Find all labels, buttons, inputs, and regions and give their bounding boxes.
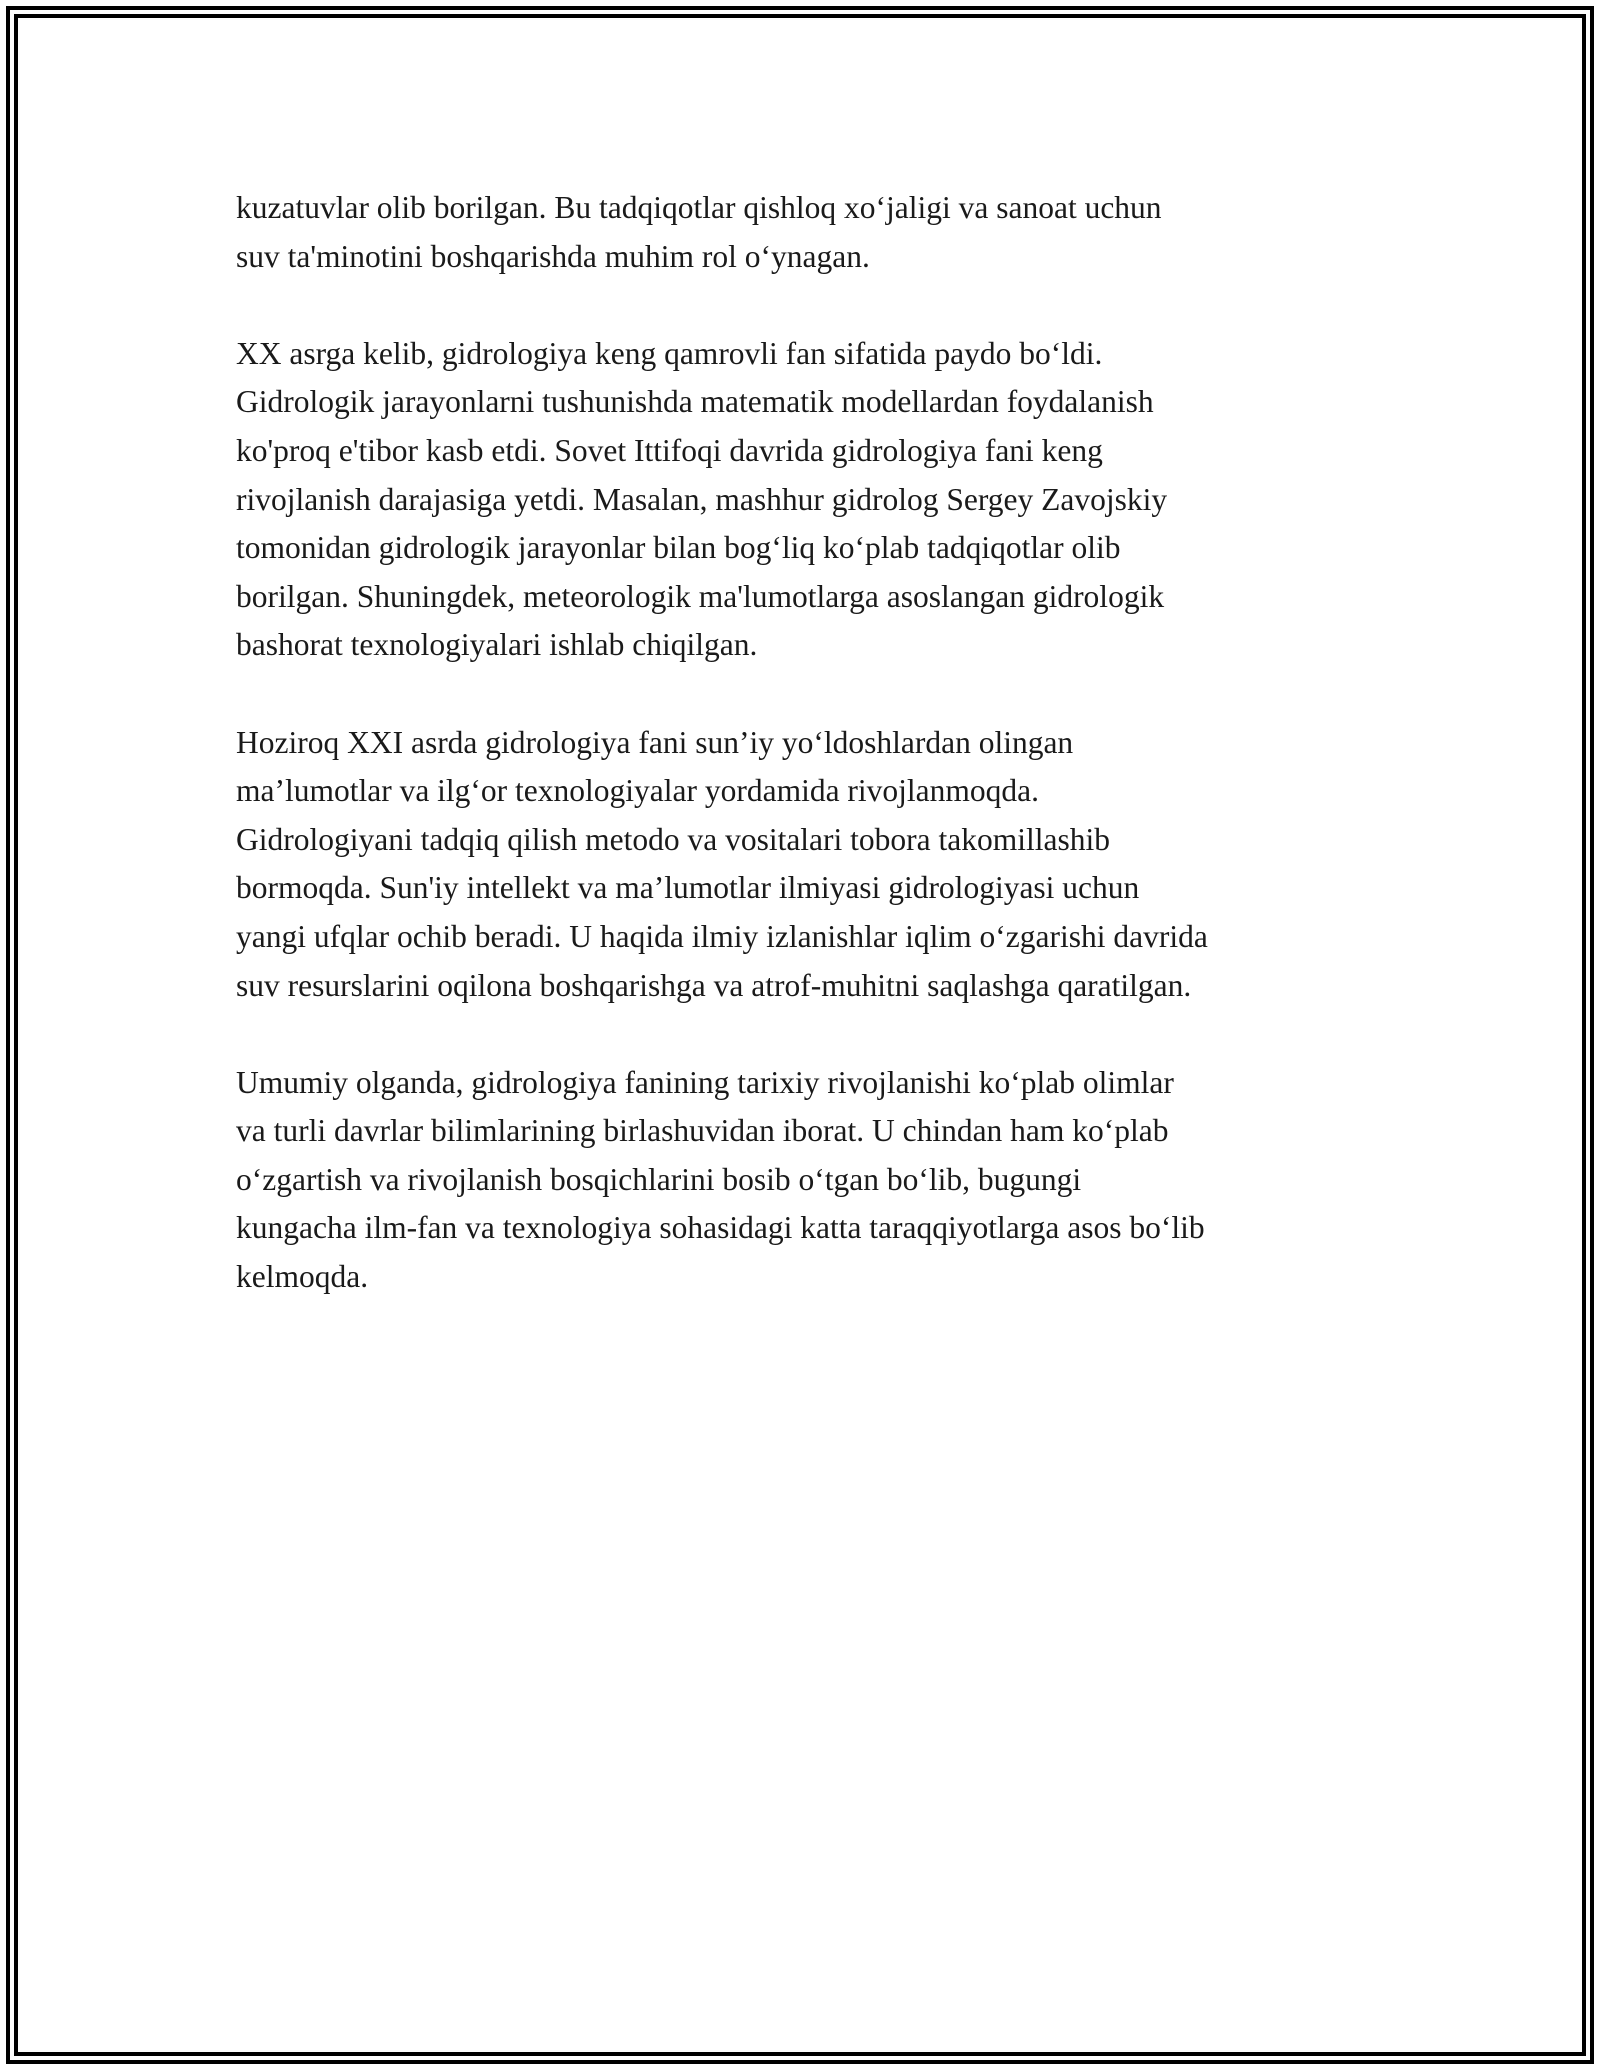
paragraph-2: XX asrga kelib, gidrologiya keng qamrovli fan sifatida paydo bo‘ldi. Gidrologik jarayonlarni tushunishda matematik modellardan foydalanish ko'proq e'tibor kasb etdi. Sovet Ittifoqi davrida gidrologiya fani keng rivojlanish darajasiga yetdi. Masalan, mashhur gidrolog Sergey Zavojskiy tomonidan gidrologik jarayonlar bilan bog‘liq ko‘plab tadqiqotlar olib borilgan. Shuningdek, meteorologik ma'lumotlarga asoslangan gidrologik bashorat texnologiyalari ishlab chiqilgan. <box>236 335 1168 663</box>
document-body <box>236 184 1376 1350</box>
paragraph-4: Umumiy olganda, gidrologiya fanining tarixiy rivojlanishi ko‘plab olimlar va turli davrlar bilimlarining birlashuvidan iborat. U chindan ham ko‘plab o‘zgartish va rivojlanish bosqichlarini bosib o‘tgan bo‘lib, bugungi kungacha ilm-fan va texnologiya sohasidagi katta taraqqiyotlarga asos bo‘lib kelmoqda. <box>236 1064 1205 1295</box>
paragraph-3: Hoziroq XXI asrda gidrologiya fani sun’iy yo‘ldoshlardan olingan ma’lumotlar va ilg‘or texnologiyalar yordamida rivojlanmoqda. Gidrologiyani tadqiq qilish metodo va vositalari tobora takomillashib bormoqda. Sun'iy intellekt va ma’lumotlar ilmiyasi gidrologiyasi uchun yangi ufqlar ochib beradi. U haqida ilmiy izlanishlar iqlim o‘zgarishi davrida suv resurslarini oqilona boshqarishga va atrof-muhitni saqlashga qaratilgan. <box>236 724 1208 1003</box>
paragraph-1: kuzatuvlar olib borilgan. Bu tadqiqotlar qishloq xo‘jaligi va sanoat uchun suv ta'minotini boshqarishda muhim rol o‘ynagan. <box>236 190 1162 274</box>
